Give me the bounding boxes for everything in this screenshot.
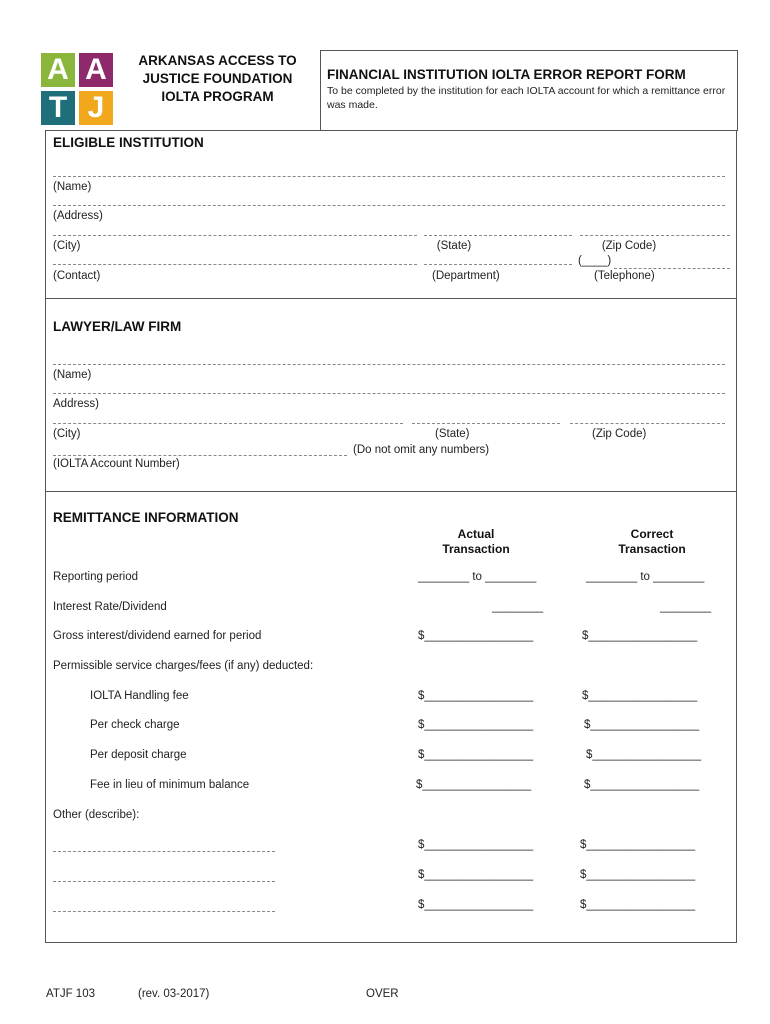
institution-address-label: (Address) bbox=[53, 210, 103, 222]
actual-handling-fee-field[interactable]: $_________________ bbox=[418, 690, 534, 702]
correct-per-deposit-field[interactable]: $_________________ bbox=[586, 749, 702, 761]
lawyer-address-field[interactable] bbox=[53, 393, 725, 394]
correct-fee-in-lieu-field[interactable]: $_________________ bbox=[584, 779, 700, 791]
correct-other-field-2[interactable]: $_________________ bbox=[580, 869, 696, 881]
institution-name-label: (Name) bbox=[53, 181, 92, 193]
correct-rate-field[interactable]: ________ bbox=[660, 601, 712, 613]
institution-state-label: (State) bbox=[436, 240, 472, 252]
remittance-information-heading: REMITTANCE INFORMATION bbox=[53, 510, 239, 525]
institution-department-label: (Department) bbox=[432, 270, 500, 282]
phone-area-code[interactable]: (____) bbox=[578, 255, 612, 267]
actual-fee-in-lieu-field[interactable]: $_________________ bbox=[416, 779, 532, 791]
other-description-field-3[interactable] bbox=[53, 911, 275, 912]
actual-header-line2: Transaction bbox=[442, 542, 510, 556]
per-check-charge-label: Per check charge bbox=[90, 719, 180, 731]
aatj-logo bbox=[41, 53, 113, 125]
actual-header-line1: Actual bbox=[457, 527, 495, 541]
actual-gross-field[interactable]: $_________________ bbox=[418, 630, 534, 642]
actual-per-deposit-field[interactable]: $_________________ bbox=[418, 749, 534, 761]
actual-period-field[interactable]: ________ to ________ bbox=[418, 571, 537, 583]
lawyer-city-label: (City) bbox=[53, 428, 81, 440]
other-describe-label: Other (describe): bbox=[53, 809, 140, 821]
actual-rate-field[interactable]: ________ bbox=[492, 601, 544, 613]
per-deposit-charge-label: Per deposit charge bbox=[90, 749, 187, 761]
institution-telephone-field[interactable] bbox=[614, 268, 730, 269]
lawyer-state-label: (State) bbox=[435, 428, 470, 440]
lawyer-zip-label: (Zip Code) bbox=[592, 428, 647, 440]
institution-address-field[interactable] bbox=[53, 205, 725, 206]
correct-per-check-field[interactable]: $_________________ bbox=[584, 719, 700, 731]
institution-zip-field[interactable] bbox=[580, 235, 730, 236]
institution-name-field[interactable] bbox=[53, 176, 725, 177]
institution-contact-field[interactable] bbox=[53, 264, 417, 265]
iolta-account-number-label: (IOLTA Account Number) bbox=[53, 458, 180, 470]
organization-name bbox=[120, 52, 315, 106]
lawyer-city-field[interactable] bbox=[53, 423, 403, 424]
lawyer-address-label: Address) bbox=[53, 398, 100, 410]
org-line-1: ARKANSAS ACCESS TO bbox=[138, 53, 297, 68]
interest-rate-label: Interest Rate/Dividend bbox=[53, 601, 167, 613]
lawyer-law-firm-heading: LAWYER/LAW FIRM bbox=[53, 319, 182, 334]
correct-gross-field[interactable]: $_________________ bbox=[582, 630, 698, 642]
form-number: ATJF 103 bbox=[46, 988, 95, 1000]
actual-other-field-2[interactable]: $_________________ bbox=[418, 869, 534, 881]
lawyer-zip-field[interactable] bbox=[570, 423, 725, 424]
institution-city-field[interactable] bbox=[53, 235, 417, 236]
logo-letter-t: T bbox=[41, 91, 75, 125]
do-not-omit-note: (Do not omit any numbers) bbox=[353, 444, 490, 456]
logo-letter-j: J bbox=[79, 91, 113, 125]
over-indicator: OVER bbox=[366, 988, 399, 1000]
gross-interest-label: Gross interest/dividend earned for period bbox=[53, 630, 262, 642]
actual-other-field-1[interactable]: $_________________ bbox=[418, 839, 534, 851]
correct-other-field-1[interactable]: $_________________ bbox=[580, 839, 696, 851]
institution-telephone-label: (Telephone) bbox=[594, 270, 655, 282]
lawyer-name-label: (Name) bbox=[53, 369, 92, 381]
section-divider bbox=[46, 298, 736, 299]
correct-header-line1: Correct bbox=[630, 527, 674, 541]
correct-transaction-header bbox=[592, 527, 712, 557]
institution-department-field[interactable] bbox=[424, 264, 572, 265]
lawyer-state-field[interactable] bbox=[412, 423, 560, 424]
logo-letter-a2: A bbox=[79, 53, 113, 87]
eligible-institution-heading: ELIGIBLE INSTITUTION bbox=[53, 135, 204, 150]
other-description-field-1[interactable] bbox=[53, 851, 275, 852]
lawyer-name-field[interactable] bbox=[53, 364, 725, 365]
actual-transaction-header bbox=[416, 527, 536, 557]
form-subtitle: To be completed by the institution for each IOLTA account for which a remittance error was made. bbox=[327, 85, 726, 111]
form-title-box bbox=[320, 50, 738, 131]
other-description-field-2[interactable] bbox=[53, 881, 275, 882]
permissible-charges-label: Permissible service charges/fees (if any) deducted: bbox=[53, 660, 314, 672]
institution-state-field[interactable] bbox=[424, 235, 572, 236]
institution-zip-label: (Zip Code) bbox=[601, 240, 657, 252]
correct-header-line2: Transaction bbox=[618, 542, 686, 556]
institution-contact-label: (Contact) bbox=[53, 270, 101, 282]
actual-per-check-field[interactable]: $_________________ bbox=[418, 719, 534, 731]
actual-other-field-3[interactable]: $_________________ bbox=[418, 899, 534, 911]
logo-letter-a1: A bbox=[41, 53, 75, 87]
correct-handling-fee-field[interactable]: $_________________ bbox=[582, 690, 698, 702]
org-line-3: IOLTA PROGRAM bbox=[161, 89, 274, 104]
org-line-2: JUSTICE FOUNDATION bbox=[142, 71, 293, 86]
institution-city-label: (City) bbox=[53, 240, 81, 252]
correct-period-field[interactable]: ________ to ________ bbox=[586, 571, 705, 583]
form-revision: (rev. 03-2017) bbox=[138, 988, 210, 1000]
reporting-period-label: Reporting period bbox=[53, 571, 139, 583]
form-title: FINANCIAL INSTITUTION IOLTA ERROR REPORT FORM bbox=[327, 67, 686, 82]
iolta-account-number-field[interactable] bbox=[53, 455, 347, 456]
fee-in-lieu-label: Fee in lieu of minimum balance bbox=[90, 779, 250, 791]
correct-other-field-3[interactable]: $_________________ bbox=[580, 899, 696, 911]
iolta-handling-fee-label: IOLTA Handling fee bbox=[90, 690, 189, 702]
section-divider bbox=[46, 491, 736, 492]
